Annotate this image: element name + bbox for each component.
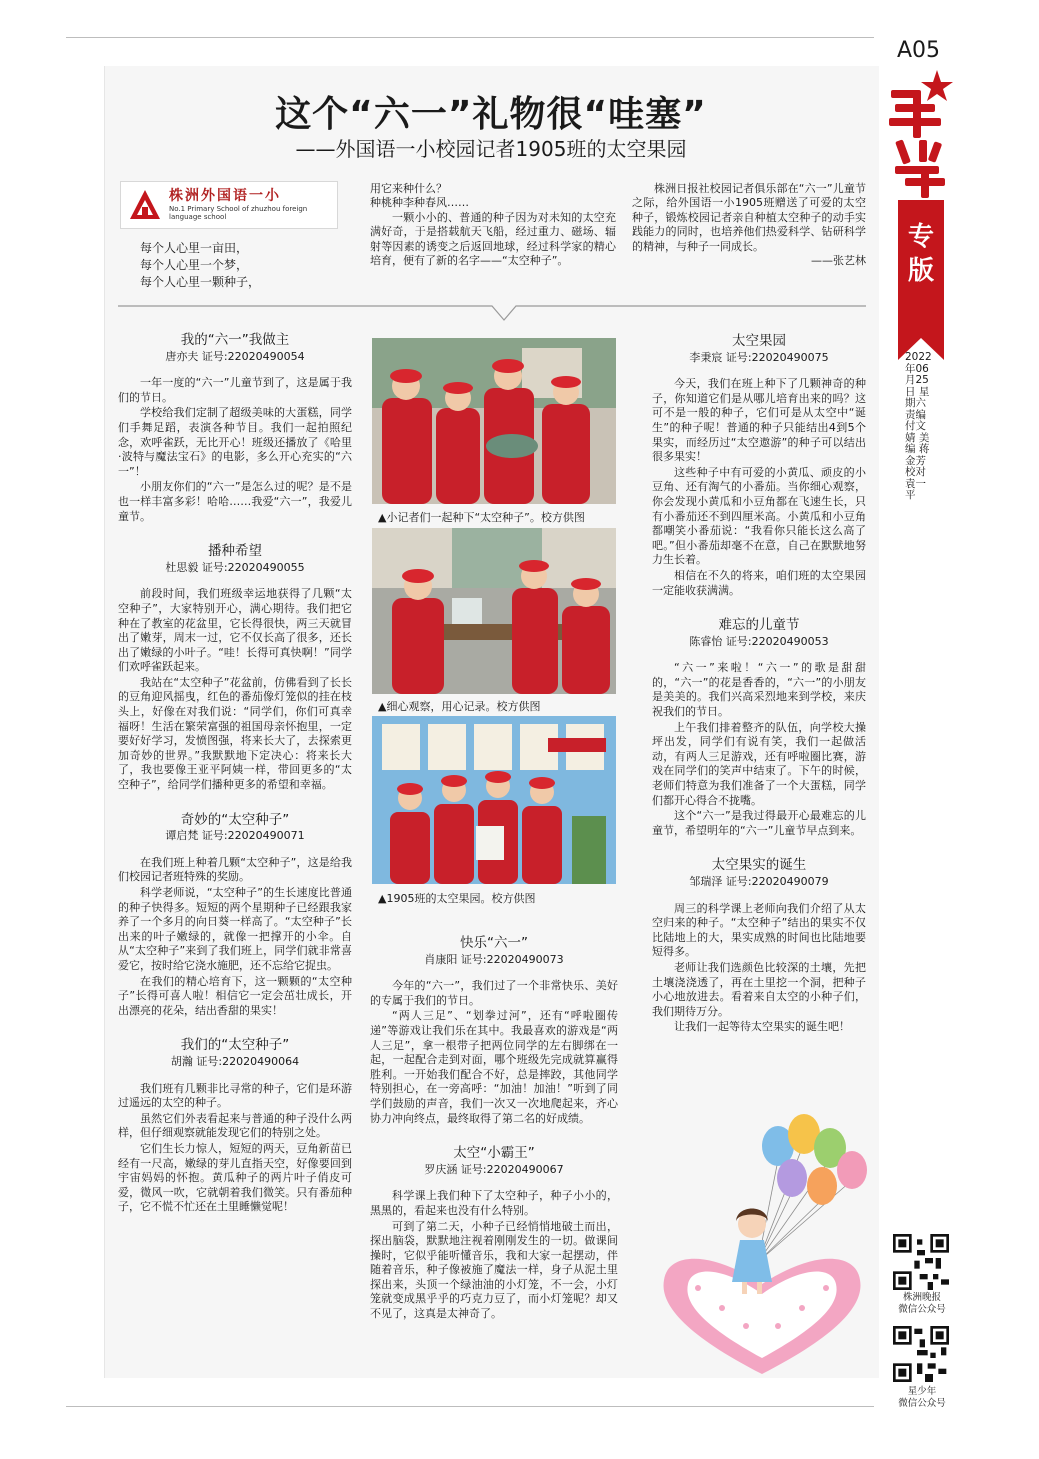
poem-line: 每个人心里一亩田， — [140, 241, 249, 255]
article-byline: 罗庆涵 证号:22020490067 — [424, 1162, 564, 1176]
article-paragraph: “两人三足”、“划拳过河”，还有“呼啦圈传递”等游戏让我们乐在其中。我最喜欢的游戏是“两人三足”，拿一根带子把两位同学的左右脚绑在一起，一起配合走到对面，哪个班级先完成就算赢得胜利。一开始我们配合不好，总是摔跤，其他同学特别担心，在一旁高呼：“加油！加油！”听到了同学们鼓励的声音，我们一次又一次地爬起来，齐心协力冲向终点，最终取得了第二名的好成绩。 — [370, 1009, 618, 1125]
article-paragraph: 老师让我们选颜色比较深的土壤，先把土壤浇浇透了，再在土里挖一个洞，把种子小心地放进去。看着来自太空的小种子们，我们期待万分。 — [652, 960, 866, 1018]
article-paragraph: 我们班有几颗非比寻常的种子，它们是环游过遥远的太空的种子。 — [118, 1081, 352, 1110]
article-paragraph: 让我们一起等待太空果实的诞生吧！ — [674, 1020, 850, 1034]
intro-line: 用它来种什么？ — [370, 182, 447, 195]
article-paragraph: 今天，我们在班上种下了几颗神奇的种子，你知道它们是从哪儿培育出来的吗？这可不是一般的种子，它们可是从太空中“诞生”的种子呢！普通的种子只能结出4到5个果实，而经历过“太空遨游”的种子可以结出很多果实！ — [652, 377, 866, 464]
intro-signature: ——张艺林 — [811, 254, 866, 268]
article-a2 — [118, 544, 352, 793]
article-byline: 邹瑞泽 证号:22020490079 — [689, 875, 829, 888]
right-column — [652, 334, 866, 1055]
qr-label — [890, 1292, 954, 1316]
article-title: 快乐“六一” — [460, 935, 528, 951]
article-byline: 肖康阳 证号:22020490073 — [424, 952, 564, 966]
section-divider-icon — [118, 290, 866, 324]
article-paragraph: 它们生长力惊人，短短的两天，豆角新苗已经有一尺高，嫩绿的芽儿直指天空，好像要回到宇宙妈妈的怀抱。黄瓜种子的两片叶子俏皮可爱，微风一吹，它就朝着我们微笑。只有番茄种子，它不慌不忙还在土里睡懒觉呢！ — [118, 1141, 352, 1214]
page-meta: 2022年06月25日 星期六 责编 付文婧 美编 蒋金芳 校对 袁一平 — [905, 351, 932, 501]
article-a6 — [370, 1146, 618, 1322]
article-paragraph: 前段时间，我们班级幸运地获得了几颗“太空种子”，大家特别开心，满心期待。我们把它种在了教室的花盆里，它长得很快，两三天就冒出了嫩芽，周末一过，它不仅长高了很多，还长出了嫩绿的小叶子。“哇！长得可真快啊！”同学们欢呼雀跃起来。 — [118, 587, 352, 674]
top-rule — [66, 37, 874, 38]
article-byline: 唐亦夫 证号:22020490054 — [165, 349, 305, 363]
intro-right — [632, 182, 866, 268]
article-a3 — [118, 813, 352, 1019]
article-byline: 陈睿怡 证号:22020490053 — [689, 634, 829, 648]
article-byline: 谭启梵 证号:22020490071 — [165, 829, 305, 843]
article-paragraph: 这个“六一”是我过得最开心最难忘的儿童节，希望明年的“六一”儿童节早点到来。 — [652, 809, 866, 837]
article-title: 奇妙的“太空种子” — [180, 811, 290, 828]
middle-column — [370, 936, 618, 1342]
intro-line: 种桃种李种春风…… — [370, 196, 469, 210]
article-title: 太空“小霸王” — [453, 1145, 535, 1162]
poem-line: 每个人心里一个梦， — [140, 258, 249, 272]
article-paragraph: 科学课上我们种下了太空种子，种子小小的，黑黑的，看起来也没有什么特别。 — [370, 1189, 618, 1217]
article-paragraph: 相信在不久的将来，咱们班的太空果园一定能收获满满。 — [652, 568, 866, 597]
photo-caption: ▲1905班的太空果园。校方供图 — [378, 892, 536, 905]
article-paragraph: “六一”来啦！“六一”的歌是甜甜的，“六一”的花是香香的，“六一”的小朋友是美美的。我们兴高采烈地来到学校，来庆祝我们的节日。 — [652, 661, 866, 719]
bottom-rule — [66, 1406, 874, 1407]
article-paragraph: 小朋友你们的“六一”是怎么过的呢？是不是也一样丰富多彩！哈哈……我爱“六一”，我爱儿童节。 — [118, 480, 352, 523]
xingshaonian-masthead-icon — [885, 68, 957, 200]
article-title: 播种希望 — [208, 543, 262, 560]
photo-caption: ▲细心观察，用心记录。校方供图 — [378, 700, 541, 713]
article-paragraph: 科学老师说，“太空种子”的生长速度比普通的种子快得多。短短的两个星期种子已经跟我家养了一个多月的向日葵一样高了。“太空种子”长出来的叶子嫩绿的，就像一把撑开的小伞。自从“太空种子”来到了我们班上，同学们就非常喜爱它，按时给它浇水施肥，还不忘给它捉虫。 — [118, 886, 352, 972]
left-column — [118, 333, 352, 1235]
article-paragraph: 一年一度的“六一”儿童节到了，这是属于我们的节日。 — [118, 376, 352, 404]
article-a8 — [652, 618, 866, 838]
article-paragraph: 在我们班上种着几颗“太空种子”，这是给我们校园记者班特殊的奖励。 — [118, 855, 352, 884]
intro-paragraph: 一颗小小的、普通的种子因为对未知的太空充满好奇，于是搭载航天飞船，经过重力、磁场、辐射等因素的诱变之后返回地球，经过科学家的精心培育，便有了新的名字——“太空种子”。 — [370, 210, 616, 268]
school-logo — [120, 181, 338, 229]
article-paragraph: 虽然它们外表看起来与普通的种子没什么两样，但仔细观察就能发现它们的特别之处。 — [118, 1111, 352, 1140]
subheadline: ——外国语一小校园记者1905班的太空果园 — [295, 137, 687, 161]
article-title: 太空果实的诞生 — [711, 857, 807, 874]
article-paragraph: 今年的“六一”，我们过了一个非常快乐、美好的专属于我们的节日。 — [370, 979, 618, 1007]
photo-class-garden — [372, 716, 616, 884]
school-name: 株洲外国语一小 — [169, 188, 281, 205]
article-byline: 李秉宸 证号:22020490075 — [689, 350, 829, 364]
article-a9 — [652, 858, 866, 1035]
article-byline: 胡瀚 证号:22020490064 — [170, 1054, 300, 1068]
poem-line: 每个人心里一颗种子， — [140, 275, 261, 289]
article-a1 — [118, 333, 352, 524]
article-a5 — [370, 936, 618, 1126]
qr-label-line: 星少年 — [907, 1386, 937, 1397]
article-title: 难忘的儿童节 — [718, 617, 800, 634]
article-title: 我们的“太空种子” — [180, 1037, 290, 1054]
qr-label-line: 株洲晚报 — [902, 1292, 941, 1303]
intro-paragraph: 株洲日报社校园记者俱乐部在“六一”儿童节之际，给外国语一小1905班赠送了可爱的太空种子，锻炼校园记者亲自种植太空种子的动手实践能力的同时，也培养他们热爱科学、钻研科学的精神，与种子一同成长。 — [632, 182, 866, 253]
article-a7 — [652, 334, 866, 598]
article-paragraph: 上午我们排着整齐的队伍，向学校大操坪出发，同学们有说有笑，我们一起做活动，有两人三足游戏，还有呼啦圈比赛，游戏在同学们的笑声中结束了。下午的时候，老师们特意为我们准备了一个大蛋糕，同学们都开心得合不拢嘴。 — [652, 720, 866, 807]
balloon-girl-heart-icon — [650, 1112, 875, 1374]
article-paragraph: 在我们的精心培育下，这一颗颗的“太空种子”长得可喜人啦！相信它一定会茁壮成长，开出漂亮的花朵，结出香甜的果实！ — [118, 974, 352, 1017]
headline: 这个“六一”礼物很“哇塞” — [275, 94, 707, 135]
photo-observing — [372, 528, 616, 694]
qr-label-line: 微信公众号 — [898, 1398, 946, 1409]
article-paragraph: 周三的科学课上老师向我们介绍了从太空归来的种子。“太空种子”结出的果实不仅比陆地上的大，果实成熟的时间也比陆地要短得多。 — [652, 901, 866, 959]
school-name-english: No.1 Primary School of zhuzhou foreign language school — [169, 205, 308, 222]
article-paragraph: 可到了第二天，小种子已经悄悄地破土而出，探出脑袋，默默地注视着刚刚发生的一切。做课间操时，它似乎能听懂音乐，我和大家一起摆动，伴随着音乐，种子像被施了魔法一样，身子从泥土里探出来，头顶一个绿油油的小灯笼，不一会，小灯笼就变成黑乎乎的巧克力豆了，而小灯笼呢？却又不见了，这真是太神奇了。 — [370, 1219, 618, 1321]
qr-code-icon — [893, 1326, 949, 1382]
qr-label — [890, 1386, 954, 1410]
article-byline: 杜思毅 证号:22020490055 — [165, 560, 305, 574]
article-title: 我的“六一”我做主 — [180, 332, 290, 348]
article-paragraph: 我站在“太空种子”花盆前，仿佛看到了长长的豆角迎风摇曳，红色的番茄像灯笼似的挂在枝头上，好像在对我们说：“同学们，你们可真幸福呀！生活在繁荣富强的祖国母亲怀抱里，一定要好好学习，发愤图强，将来长大了，去探索更加奇妙的世界。”我默默地下定决心：将来长大了，我也要像王亚平阿姨一样，带回更多的“太空种子”，给同学们播种更多的希望和幸福。 — [118, 675, 352, 792]
article-title: 太空果园 — [732, 333, 786, 349]
intro-poem — [140, 240, 260, 291]
article-paragraph: 学校给我们定制了超级美味的大蛋糕，同学们手舞足蹈，表演各种节目。我们一起拍照纪念，欢呼雀跃，无比开心！班级还播放了《哈里·波特与魔法宝石》的电影，多么开心充实的“六一”！ — [118, 406, 352, 478]
intro-middle — [370, 182, 616, 268]
qr-label-line: 微信公众号 — [898, 1304, 946, 1315]
article-a4 — [118, 1038, 352, 1215]
article-paragraph: 这些种子中有可爱的小黄瓜、顽皮的小豆角、还有淘气的小番茄。当你细心观察，你会发现小黄瓜和小豆角都在飞速生长，只有小番茄还不到四厘米高。小黄瓜和小豆角都嘲笑小番茄说：“我看你只能长这么高了吧。”但小番茄却毫不在意，自己在默默地努力生长着。 — [652, 465, 866, 567]
photo-caption: ▲小记者们一起种下“太空种子”。校方供图 — [378, 511, 585, 524]
page-number: A05 — [897, 38, 941, 63]
school-emblem-icon — [127, 187, 163, 223]
photo-planting — [372, 338, 616, 504]
qr-code-icon — [893, 1234, 949, 1290]
section-badge: 专版 — [898, 200, 944, 338]
